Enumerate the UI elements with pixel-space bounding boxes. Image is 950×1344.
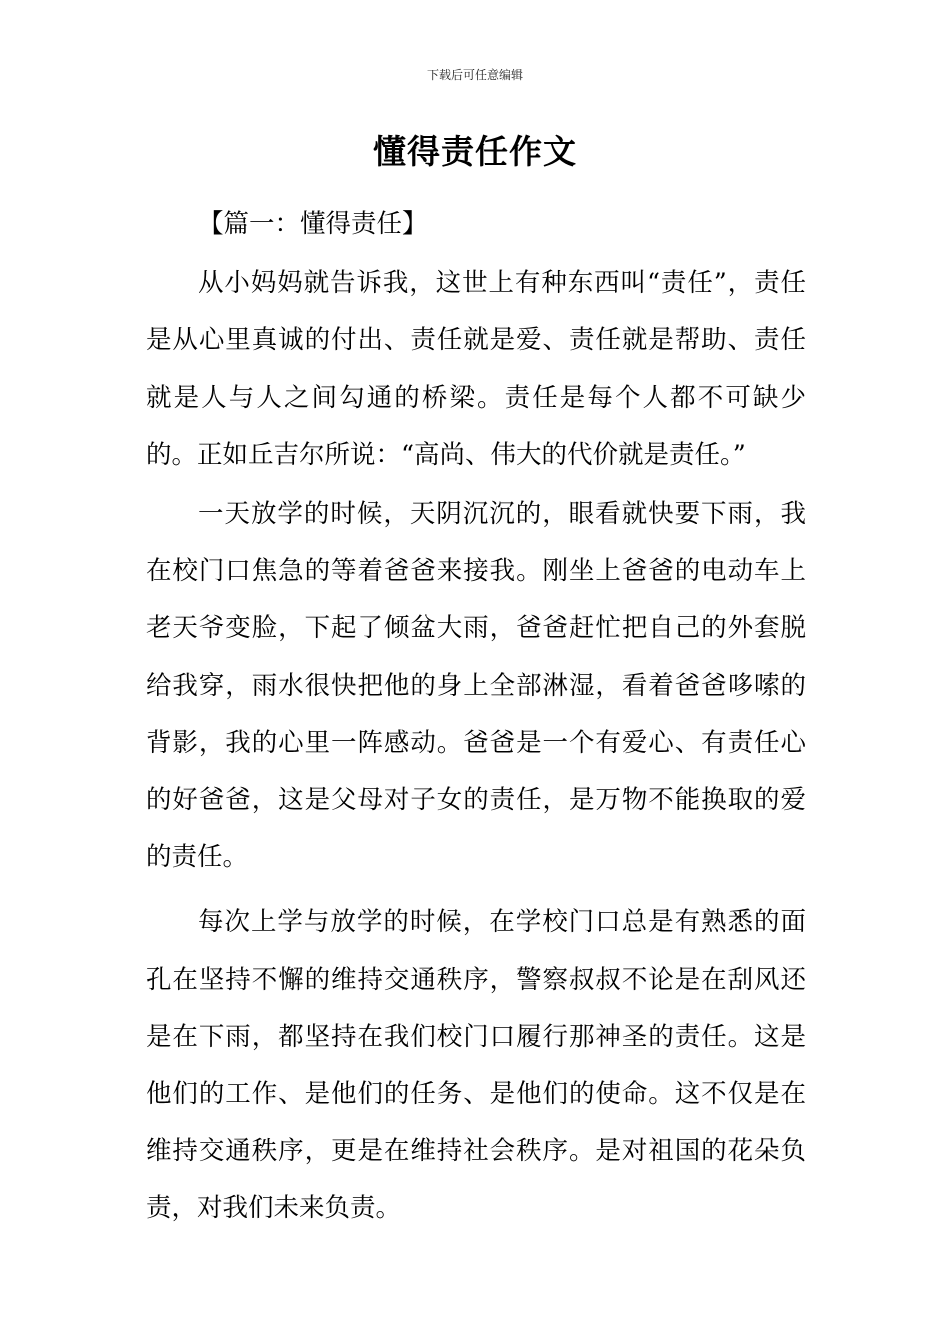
document-body xyxy=(146,196,806,1238)
section-heading: 【篇一：懂得责任】 xyxy=(198,209,428,239)
document-title: 懂得责任作文 xyxy=(373,132,577,171)
paragraph-1: 从小妈妈就告诉我，这世上有种东西叫“责任”，责任是从心里真诚的付出、责任就是爱、责任就是帮助、责任就是人与人之间勾通的桥梁。责任是每个人都不可缺少的。正如丘吉尔所说：“高尚、伟大的代价就是责任。” xyxy=(146,268,806,470)
paragraph-2: 一天放学的时候，天阴沉沉的，眼看就快要下雨，我在校门口焦急的等着爸爸来接我。刚坐上爸爸的电动车上老天爷变脸，下起了倾盆大雨，爸爸赶忙把自己的外套脱给我穿，雨水很快把他的身上全部淋湿，看着爸爸哆嗦的背影，我的心里一阵感动。爸爸是一个有爱心、有责任心的好爸爸，这是父母对子女的责任，是万物不能换取的爱的责任。 xyxy=(146,499,806,873)
paragraph-3: 每次上学与放学的时候，在学校门口总是有熟悉的面孔在坚持不懈的维持交通秩序，警察叔叔不论是在刮风还是在下雨，都坚持在我们校门口履行那神圣的责任。这是他们的工作、是他们的任务、是他们的使命。这不仅是在维持交通秩序，更是在维持社会秩序。是对祖国的花朵负责，对我们未来负责。 xyxy=(146,907,806,1224)
header-note: 下载后可任意编辑 xyxy=(426,68,523,82)
